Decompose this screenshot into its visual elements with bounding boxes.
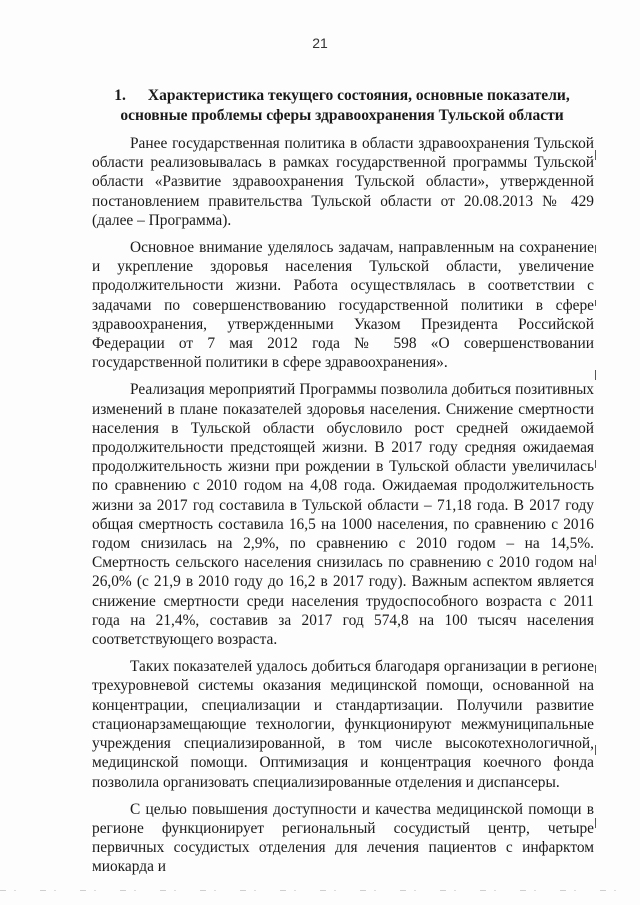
scan-margin-mark bbox=[595, 818, 596, 828]
paragraph-vascular: С целью повышения доступности и качества медицинской помощи в регионе функционирует региональный сосудистый центр, четыре первичных сосудистых отделения для лечения пациентов с инфарктом миокарда и bbox=[92, 800, 594, 876]
scan-margin-mark bbox=[595, 370, 596, 380]
body-text bbox=[92, 134, 594, 885]
paragraph-tasks: Основное внимание уделялось задачам, направленным на сохранение и укрепление здоровья населения Тульской области, увеличение продолжительности жизни. Работа осуществлялась в соответствии с задачами по совершенствованию государственной политики в сфере здравоохранения, утвержденными Указом Президента Российской Федерации от 7 мая 2012 года № 598 «О совершенствовании государственной политики в сфере здравоохранения». bbox=[92, 239, 594, 372]
paragraph-intro: Ранее государственная политика в области здравоохранения Тульской области реализовывалась в рамках государственной программы Тульской области «Развитие здравоохранения Тульской области», утвержденной постановлением правительства Тульской области от 20.08.2013 № 429 (далее – Программа). bbox=[92, 135, 594, 229]
scan-margin-mark bbox=[595, 665, 596, 673]
scan-margin-mark bbox=[595, 745, 596, 755]
page-number: 21 bbox=[312, 35, 328, 51]
paragraph-system: Таких показателей удалось добиться благодаря организации в регионе трехуровневой системы оказания медицинской помощи, основанной на концентрации, специализации и стандартизации. Получили развитие стационарзамещающие технологии, функционируют межмуниципальные учреждения специализированной, в том числе высокотехнологичной, медицинской помощи. Оптимизация и концентрация коечного фонда позволила организовать специализированные отделения и диспансеры. bbox=[92, 658, 594, 791]
scan-artifact-line bbox=[0, 890, 640, 891]
scan-margin-mark bbox=[595, 150, 596, 160]
section-title: Характеристика текущего состояния, основные показатели, основные проблемы сферы здравоохранения Тульской области bbox=[120, 87, 570, 124]
scan-margin-mark bbox=[595, 245, 596, 253]
section-number: 1. bbox=[114, 87, 126, 104]
scan-margin-mark bbox=[595, 460, 596, 468]
scan-margin-mark bbox=[595, 555, 596, 565]
scan-margin-mark bbox=[595, 300, 596, 306]
paragraph-results: Реализация мероприятий Программы позволила добиться позитивных изменений в плане показателей здоровья населения. Снижение смертности населения в Тульской области обусловило рост средней ожидаемой продолжительности предстоящей жизни. В 2017 году средняя ожидаемая продолжительность жизни при рождении в Тульской области увеличилась по сравнению с 2010 годом на 4,08 года. Ожидаемая продолжительность жизни за 2017 год составила в Тульской области – 71,18 года. В 2017 году общая смертность составила 16,5 на 1000 населения, по сравнению с 2016 годом снизилась на 2,9%, по сравнению с 2010 годом – на 14,5%. Смертность сельского населения снизилась по сравнению с 2010 годом на 26,0% (с 21,9 в 2010 году до 16,2 в 2017 году). Важным аспектом является снижение смертности среди населения трудоспособного возраста с 2011 года на 21,4%, составив за 2017 год 574,8 на 100 тысяч населения соответствующего возраста. bbox=[92, 381, 594, 649]
section-heading bbox=[92, 86, 592, 126]
